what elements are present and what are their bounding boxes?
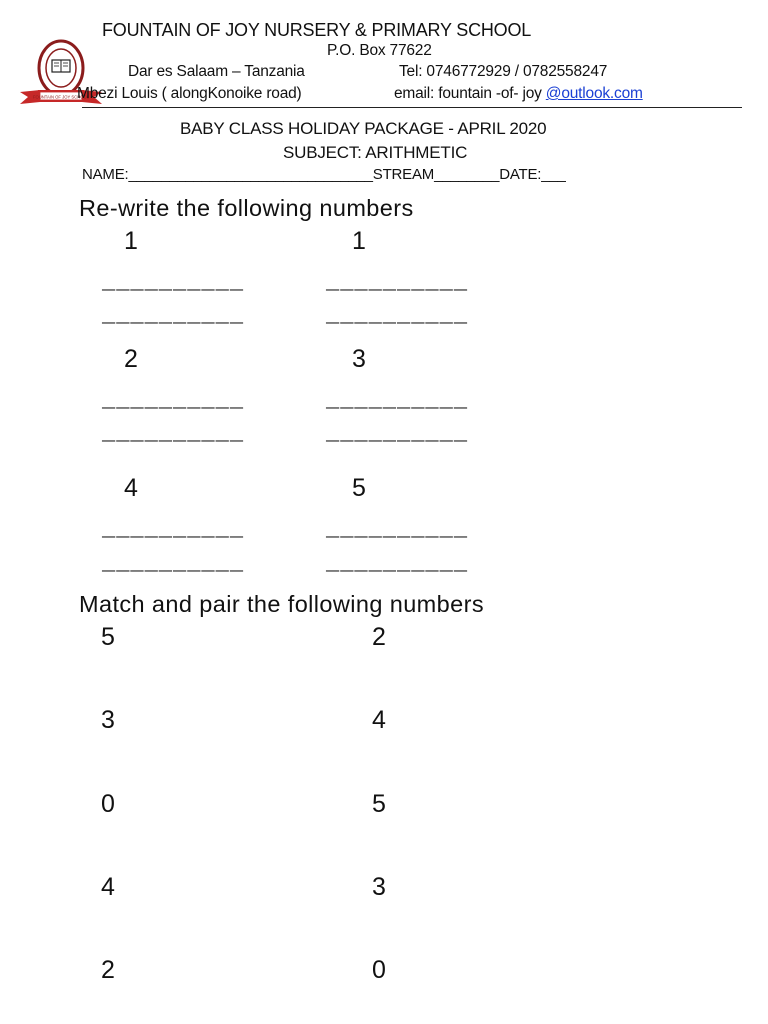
match-left-item: 0 xyxy=(101,790,115,818)
match-right-item: 0 xyxy=(372,956,386,984)
email-link[interactable]: @outlook.com xyxy=(545,85,643,102)
match-left-item: 2 xyxy=(101,956,115,984)
match-right-item: 2 xyxy=(372,623,386,651)
rewrite-number-2-left: 2 xyxy=(124,345,138,373)
address-line: Mbezi Louis ( alongKonoike road) xyxy=(77,85,302,102)
rewrite-number-2-right: 3 xyxy=(352,345,366,373)
logo-banner-text: FOUNTAIN OF JOY SCHOOL xyxy=(32,94,90,100)
subject-label: SUBJECT: xyxy=(283,143,366,162)
match-right-item: 3 xyxy=(372,873,386,901)
writing-line: __________ xyxy=(102,388,245,413)
rewrite-number-3-left: 4 xyxy=(124,474,138,502)
rewrite-number-3-right: 5 xyxy=(352,474,366,502)
rewrite-number-1-right: 1 xyxy=(352,227,366,255)
writing-line: __________ xyxy=(326,303,469,328)
document-title: BABY CLASS HOLIDAY PACKAGE - APRIL 2020 xyxy=(180,119,547,138)
rewrite-number-1-left: 1 xyxy=(124,227,138,255)
school-name: FOUNTAIN OF JOY NURSERY & PRIMARY SCHOOL xyxy=(102,20,532,40)
match-left-item: 5 xyxy=(101,623,115,651)
writing-line: __________ xyxy=(326,270,469,295)
telephone: Tel: 0746772929 / 0782558247 xyxy=(399,63,608,80)
match-right-item: 5 xyxy=(372,790,386,818)
email-line xyxy=(394,85,643,103)
header-divider xyxy=(82,107,742,108)
student-fields: NAME:______________________________STREAM________DATE:___ xyxy=(82,166,566,183)
writing-line: __________ xyxy=(326,517,469,542)
email-prefix: email: fountain -of- joy xyxy=(394,85,546,102)
city-line: Dar es Salaam – Tanzania xyxy=(128,63,305,80)
writing-line: __________ xyxy=(102,517,245,542)
match-right-item: 4 xyxy=(372,706,386,734)
writing-line: __________ xyxy=(326,421,469,446)
subject-line xyxy=(283,143,467,163)
po-box: P.O. Box 77622 xyxy=(327,42,432,59)
writing-line: __________ xyxy=(326,388,469,413)
writing-line: __________ xyxy=(102,421,245,446)
match-left-item: 3 xyxy=(101,706,115,734)
match-heading: Match and pair the following numbers xyxy=(79,591,484,617)
match-left-item: 4 xyxy=(101,873,115,901)
subject-value: ARITHMETIC xyxy=(365,143,468,162)
writing-line: __________ xyxy=(326,551,469,576)
rewrite-heading: Re-write the following numbers xyxy=(79,195,414,221)
writing-line: __________ xyxy=(102,551,245,576)
writing-line: __________ xyxy=(102,303,245,328)
writing-line: __________ xyxy=(102,270,245,295)
